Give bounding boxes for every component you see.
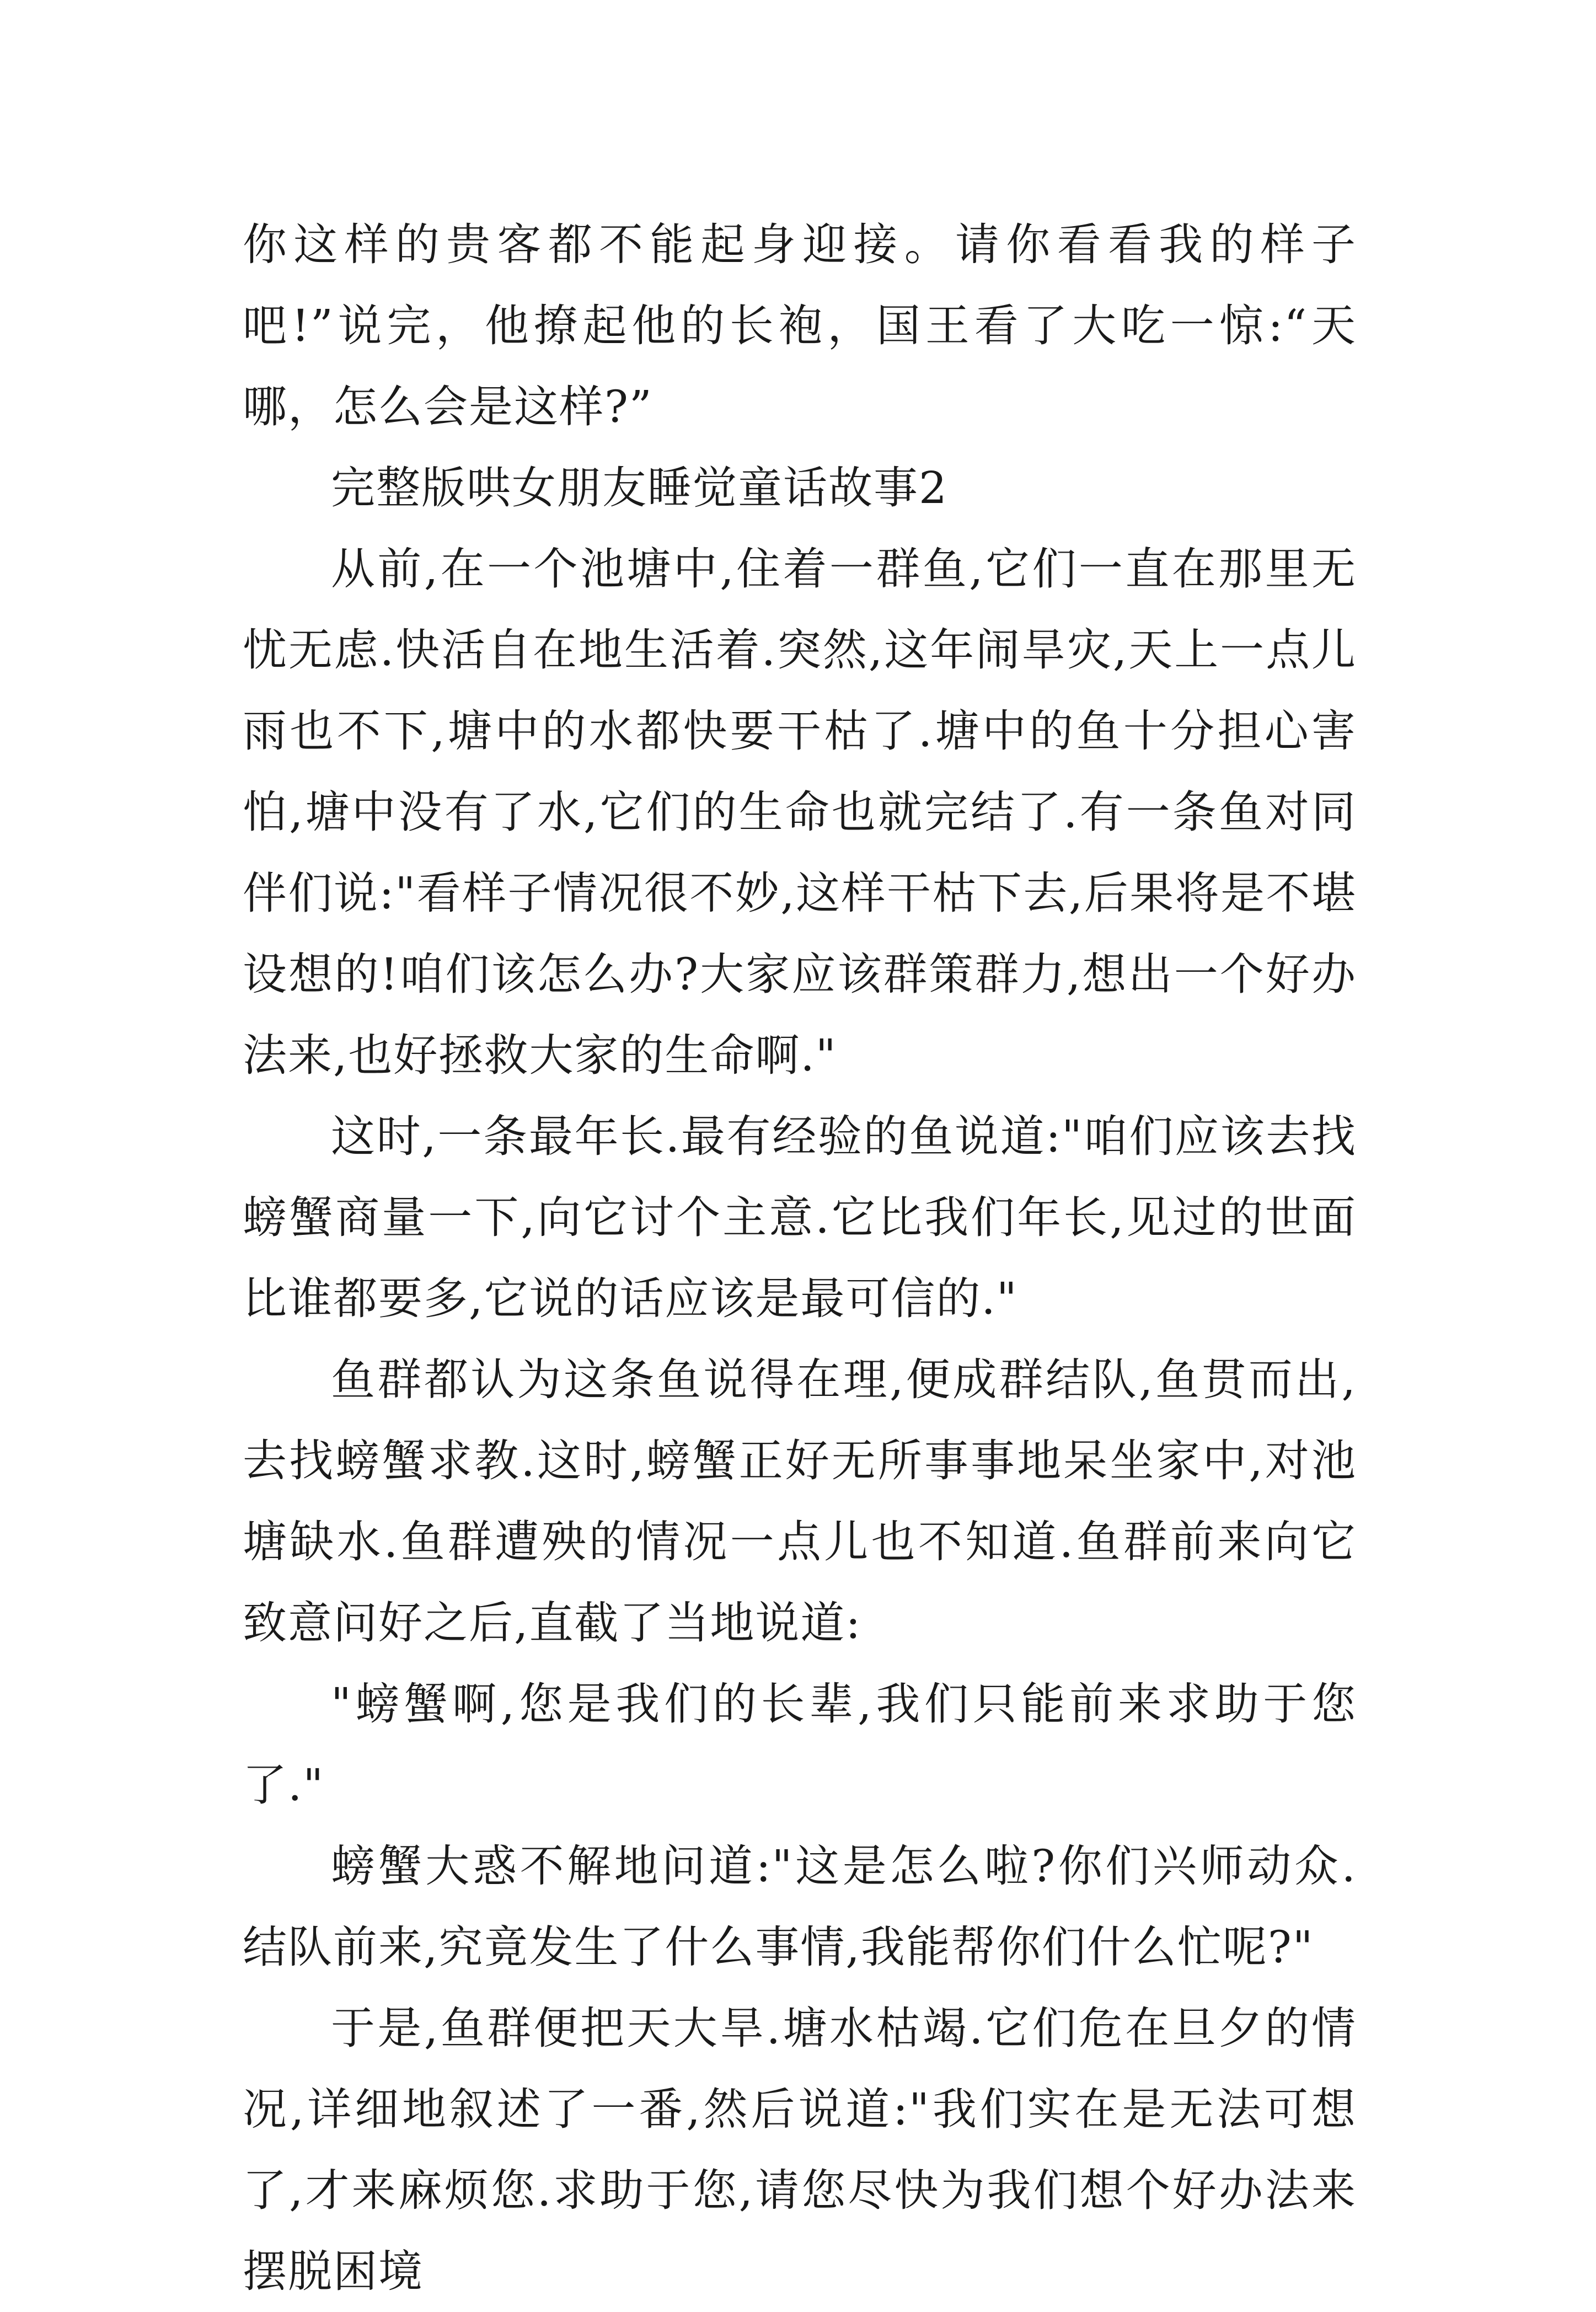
paragraph: 于是,鱼群便把天大旱.塘水枯竭.它们危在旦夕的情况,详细地叙述了一番,然后说道:"我们实在是无法可想了,才来麻烦您.求助于您,请您尽快为我们想个好办法来摆脱困境: [243, 2003, 1357, 2297]
paragraph: 从前,在一个池塘中,住着一群鱼,它们一直在那里无忧无虑.快活自在地生活着.突然,这年闹旱灾,天上一点儿雨也不下,塘中的水都快要干枯了.塘中的鱼十分担心害怕,塘中没有了水,它们的生命也就完结了.有一条鱼对同伴们说:"看样子情况很不妙,这样干枯下去,后果将是不堪设想的!咱们该怎么办?大家应该群策群力,想出一个好办法来,也好拯救大家的生命啊.": [243, 543, 1357, 1081]
paragraph-continuation: 你这样的贵客都不能起身迎接。请你看看我的样子吧!”说完，他撩起他的长袍，国王看了大吃一惊:“天哪，怎么会是这样?”: [243, 219, 1357, 432]
paragraph: 这时,一条最年长.最有经验的鱼说道:"咱们应该去找螃蟹商量一下,向它讨个主意.它比我们年长,见过的世面比谁都要多,它说的话应该是最可信的.": [243, 1111, 1357, 1324]
story-title: 完整版哄女朋友睡觉童话故事2: [331, 462, 948, 513]
paragraph: 鱼群都认为这条鱼说得在理,便成群结队,鱼贯而出,去找螃蟹求教.这时,螃蟹正好无所事事地呆坐家中,对池塘缺水.鱼群遭殃的情况一点儿也不知道.鱼群前来向它致意问好之后,直截了当地说道:: [243, 1354, 1357, 1649]
document-body: [243, 204, 1357, 2312]
paragraph: "螃蟹啊,您是我们的长辈,我们只能前来求助于您了.": [243, 1678, 1357, 1811]
paragraph: 螃蟹大惑不解地问道:"这是怎么啦?你们兴师动众.结队前来,究竟发生了什么事情,我能帮你们什么忙呢?": [243, 1840, 1357, 1973]
